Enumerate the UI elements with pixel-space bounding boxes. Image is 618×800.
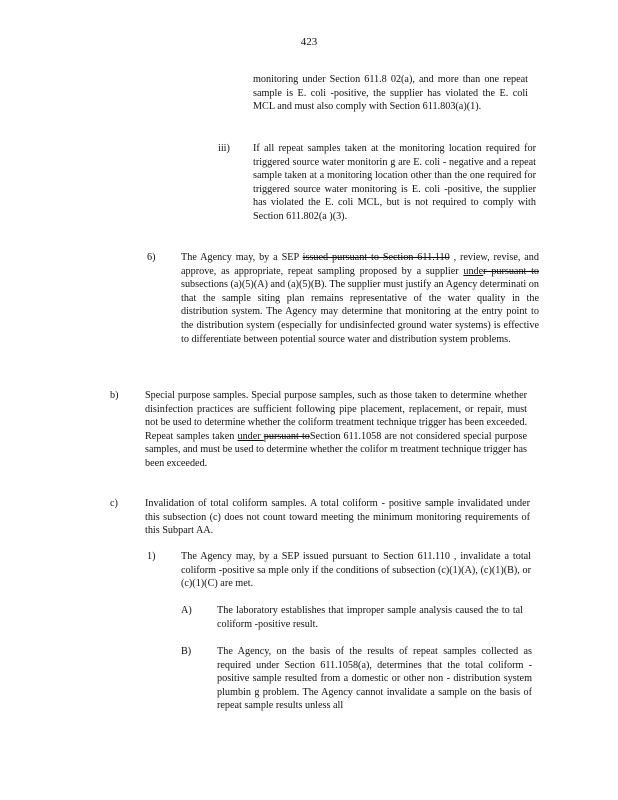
paragraph-A [217, 604, 523, 631]
paragraph-text: The laboratory establishes that improper sample analysis caused the to tal coliform -positive result. [217, 605, 523, 630]
paragraph-text: Invalidation of total coliform samples. A total coliform - positive sample invalidated under this subsection (c) does not count toward meeting the minimum monitoring requirements of this Subpart AA. [145, 498, 530, 537]
paragraph-c1 [181, 550, 531, 591]
item-marker-A: A) [181, 605, 192, 616]
paragraph-text: monitoring under Section 611.8 02(a), and more than one repeat sample is E. coli -positive, the supplier has violated the E. coli MCL and must also comply with Section 611.803(a)(1). [253, 74, 528, 113]
text-segment: The Agency may, by a SEP [181, 252, 303, 263]
text-segment: Section 611.1058 are not considered special purpose samples, and must be used to determine whether the colifor m treatment technique trigger has been exceeded. [145, 430, 527, 469]
text-segment: subsections (a)(5)(A) and (a)(5)(B). The supplier must justify an Agency determinati on that the sample siting plan remains representative of the water quality in the distribution system. The Agency may determine that monitoring at the entry point to the distribution system (especially for undisinfected ground water systems) is effective to differentiate between potential source water and distribution system problems. [181, 279, 539, 345]
struck-text: pursuant to [263, 430, 310, 442]
paragraph-text: The Agency, on the basis of the results of repeat samples collected as required under Section 611.1058(a), determines that the total coliform -positive sample resulted from a domestic or other non - distribution system plumbin g problem. The Agency cannot invalidate a sample on the basis of repeat sample results unless all [217, 646, 532, 712]
item-marker-iii: iii) [218, 143, 230, 154]
paragraph-continued [253, 73, 528, 114]
paragraph-text: If all repeat samples taken at the monitoring location required for triggered source water monitorin g are E. coli - negative and a repeat sample taken at a monitoring location other than the one required for triggered source water monitoring is E. coli -positive, the supplier has violated the E. coli MCL, but is not required to comply with Section 611.802(a )(3). [253, 143, 536, 222]
underlined-text: unde [463, 265, 484, 277]
item-marker-B: B) [181, 646, 192, 657]
item-marker-c: c) [110, 498, 118, 509]
paragraph-iii [253, 142, 536, 224]
struck-text: issued pursuant to Section 611.110 [302, 252, 450, 263]
text-segment: Special purpose samples. Special purpose samples, such as those taken to determine whether disinfection practices are sufficient following pipe placement, replacement, or repair, must not be used to determine whether the coliform treatment technique trigger has been exceeded. Repeat samples taken [145, 390, 527, 442]
item-marker-6: 6) [147, 252, 156, 263]
item-marker-b: b) [110, 390, 119, 401]
struck-text: r pursuant to [483, 265, 540, 277]
underlined-text: under [237, 430, 264, 442]
paragraph-text: The Agency may, by a SEP issued pursuant to Section 611.110 , invalidate a total coliform -positive sa mple only if the conditions of subsection (c)(1)(A), (c)(1)(B), or (c)(1)(C) are met. [181, 551, 531, 590]
page-number: 423 [300, 36, 318, 48]
paragraph-B [217, 645, 532, 713]
paragraph-b [145, 389, 527, 471]
item-marker-1: 1) [147, 551, 156, 562]
text-segment: , review, revise, and approve, as appropriate, repeat sampling proposed by a supplier [181, 252, 539, 277]
paragraph-6 [181, 251, 539, 346]
paragraph-c [145, 497, 530, 538]
